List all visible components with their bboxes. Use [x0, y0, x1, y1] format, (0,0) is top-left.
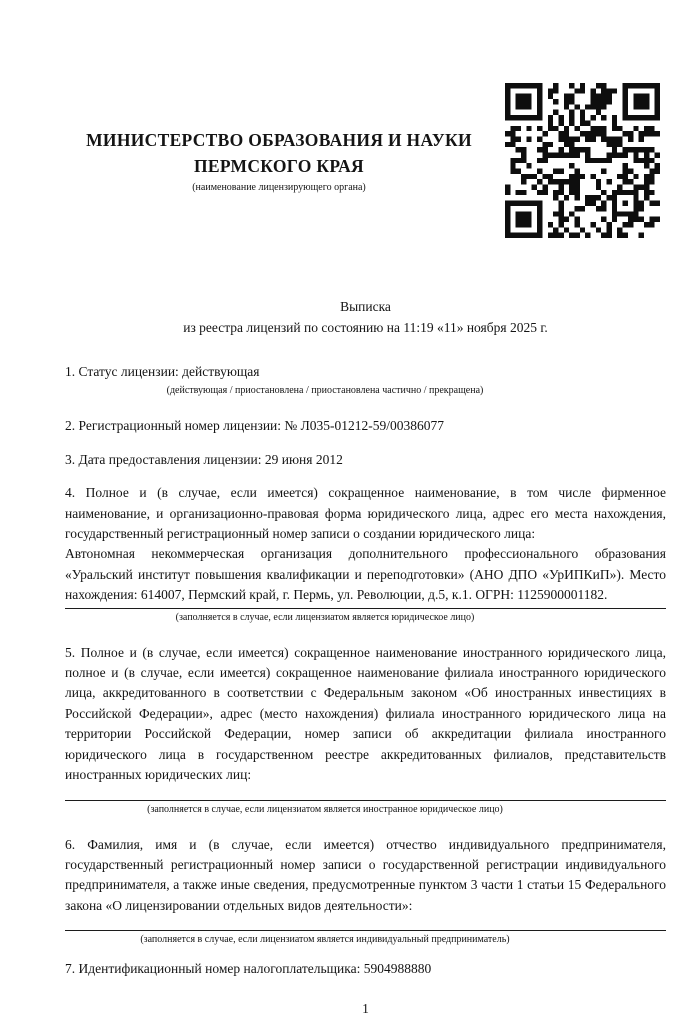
- document-title-line2: из реестра лицензий по состоянию на 11:19 «11» ноября 2025 г.: [183, 320, 548, 335]
- item-grant-date: 3. Дата предоставления лицензии: 29 июня 2012: [65, 451, 343, 467]
- item-license-status: 1. Статус лицензии: действующая: [65, 364, 260, 379]
- ministry-line1: МИНИСТЕРСТВО ОБРАЗОВАНИЯ И НАУКИ: [86, 130, 472, 150]
- item-legal-entity-value: Автономная некоммерческая организация дополнительного профессионального образования «Уральский институт повышения квалификации и переподготовки» (АНО ДПО «УрИПКиП»). Место нахождения: 614007, Пермский край, г. Пермь, ул. Революции, д.5, к.1. ОГРН: 1125900001182.: [65, 546, 666, 603]
- item-license-status-note: (действующая / приостановлена / приостановлена частично / прекращена): [166, 385, 484, 397]
- item-foreign-entity-label: 5. Полное и (в случае, если имеется) сокращенное наименование иностранного юридического лица, полное и (в случае, если имеется) сокращенное наименование филиала иностранного юридического лица, аккредитованного в соответствии с Федеральным законом «Об иностранных инвестициях в Российской Федерации», адрес (место нахождения) филиала иностранного юридического лица на территории Российской Федерации, номер записи об аккредитации филиала иностранного юридического лица в государственном реестре аккредитованных филиалов, представительств иностранных юридических лиц:: [65, 644, 666, 783]
- item-legal-entity-note: (заполняется в случае, если лицензиатом является юридическое лицо): [175, 611, 475, 623]
- item-entrepreneur-label: 6. Фамилия, имя и (в случае, если имеется) отчество индивидуального предпринимателя, государственный регистрационный номер записи о государственной регистрации индивидуального предпринимателя, а также иные сведения, предусмотренные пунктом 3 части 1 статьи 15 Федерального закона «О лицензировании отдельных видов деятельности»:: [65, 836, 666, 913]
- licensing-authority-name: [65, 0, 493, 179]
- licensing-authority-caption: (наименование лицензирующего органа): [192, 182, 366, 193]
- fill-line-legal-entity: [65, 608, 666, 609]
- fill-line-entrepreneur: [65, 930, 666, 931]
- ministry-line2: ПЕРМСКОГО КРАЯ: [194, 156, 364, 176]
- page-number: 1: [362, 1000, 369, 1016]
- fill-line-foreign-entity: [65, 800, 666, 801]
- document-title-line1: Выписка: [340, 299, 391, 314]
- item-registration-number: 2. Регистрационный номер лицензии: № Л035-01212-59/00386077: [65, 418, 445, 434]
- document-content: [65, 0, 666, 1017]
- item-entrepreneur-note: (заполняется в случае, если лицензиатом является индивидуальный предприниматель): [140, 934, 510, 946]
- item-legal-entity-label: 4. Полное и (в случае, если имеется) сокращенное наименование, в том числе фирменное наименование, и организационно-правовая форма юридического лица, адрес его места нахождения, государственный регистрационный номер записи о создании юридического лица:: [65, 485, 666, 542]
- item-foreign-entity-note: (заполняется в случае, если лицензиатом является иностранное юридическое лицо): [147, 803, 503, 815]
- document-title: [65, 296, 666, 338]
- item-taxpayer-number: 7. Идентификационный номер налогоплательщика: 5904988880: [65, 961, 432, 977]
